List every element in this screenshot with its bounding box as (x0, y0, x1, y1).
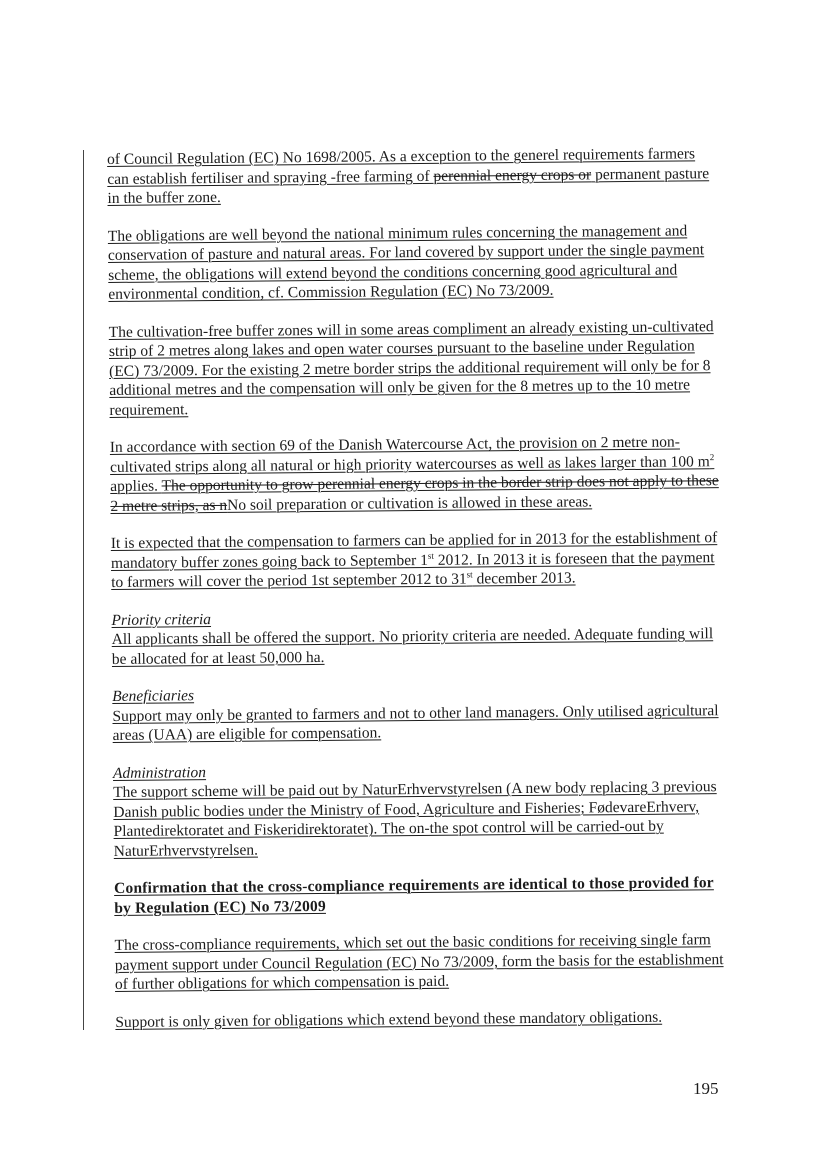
paragraph-buffer-zone (107, 144, 718, 208)
paragraph-compensation-timing (111, 528, 722, 592)
section-priority-criteria (111, 605, 722, 669)
paragraph-text: In accordance with section 69 of the Danish Watercourse Act, the provision on 2 metre non-cultivated strips along all natural or high priority watercourses as well as lakes larger than 100 m (109, 433, 710, 476)
section-text: All applicants shall be offered the support. No priority criteria are needed. Adequate funding will be allocated for at least 50,000 ha. (111, 625, 714, 668)
paragraph-support-scope: Support is only given for obligations which extend beyond these mandatory obligations. (115, 1008, 663, 1031)
section-text: Support may only be granted to farmers and not to other land managers. (112, 703, 559, 725)
section-administration (113, 758, 724, 861)
revision-margin-bar (83, 150, 84, 1030)
paragraph-text: applies. (110, 477, 162, 495)
paragraph-watercourse-act (110, 432, 721, 516)
paragraph-text: permanent pasture in the buffer zone. (107, 164, 710, 207)
section-heading: Priority criteria (111, 610, 212, 629)
paragraph-cultivation-free: The cultivation-free buffer zones will in some areas compliment an already existing un-cultivated strip of 2 metres along lakes and open water courses pursuant to the baseline under Regulation (EC) 73/2009. For the existing 2 metre border strips the additional requirement will only be for 8 additional metres and the compensation will only be given for the 8 metres up to the 10 metre requirement. (108, 317, 714, 419)
paragraph-text: 2012. In 2013 it is foreseen that the payment to farmers will cover the period 1st september 2012 to 31 (111, 548, 715, 591)
section-beneficiaries (112, 681, 723, 745)
superscript: st (466, 569, 473, 580)
paragraph-text: No soil preparation or cultivation is allowed in these areas. (227, 492, 593, 514)
section-text: The support scheme will be paid out by NaturErhvervstyrelsen (A new body replacing 3 previous Danish public bodies under the Ministry of Food, Agriculture and Fisheries; FødevareErhverv, Plantedirektoratet and Fiskeridirektoratet). The on-the spot control will be carried-out by NaturErhvervstyrelsen. (113, 778, 717, 860)
paragraph-text: december 2013. (472, 569, 576, 588)
deleted-text: The opportunity to grow perennial energy crops in the border strip does not apply to these 2 metre strips, as n (110, 472, 719, 515)
paragraph-text: It is expected that the compensation to farmers can be applied for in 2013 for the establishment of mandatory buffer zones going back to September 1 (110, 529, 718, 572)
paragraph-cross-compliance: The cross-compliance requirements, which set out the basic conditions for receiving single farm payment support under Council Regulation (EC) No 73/2009, form the basis for the establishment of further obligations for which compensation is paid. (114, 931, 724, 993)
superscript: st (427, 550, 434, 561)
section-text: Only utilised agricultural areas (UAA) are eligible for compensation. (112, 701, 719, 744)
superscript: 2 (709, 451, 715, 462)
paragraph-obligations: The obligations are well beyond the national minimum rules concerning the management and conservation of pasture and natural areas. For land covered by support under the single payment scheme, the obligations will extend beyond the conditions concerning good agricultural and environmental condition, cf. Commission Regulation (EC) No 73/2009. (107, 221, 705, 303)
deleted-text: perennial energy crops or (433, 165, 592, 185)
confirmation-heading: Confirmation that the cross-compliance requirements are identical to those provided for by Regulation (EC) No 73/2009 (114, 874, 714, 917)
section-heading: Administration (112, 763, 207, 782)
document-body (107, 144, 726, 1050)
section-heading: Beneficiaries (112, 687, 195, 705)
page-number: 195 (693, 1079, 719, 1098)
paragraph-text: of Council Regulation (EC) No 1698/2005. As a exception to the generel requirements farmers can establish fertiliser and spraying -free farming of (107, 145, 696, 188)
